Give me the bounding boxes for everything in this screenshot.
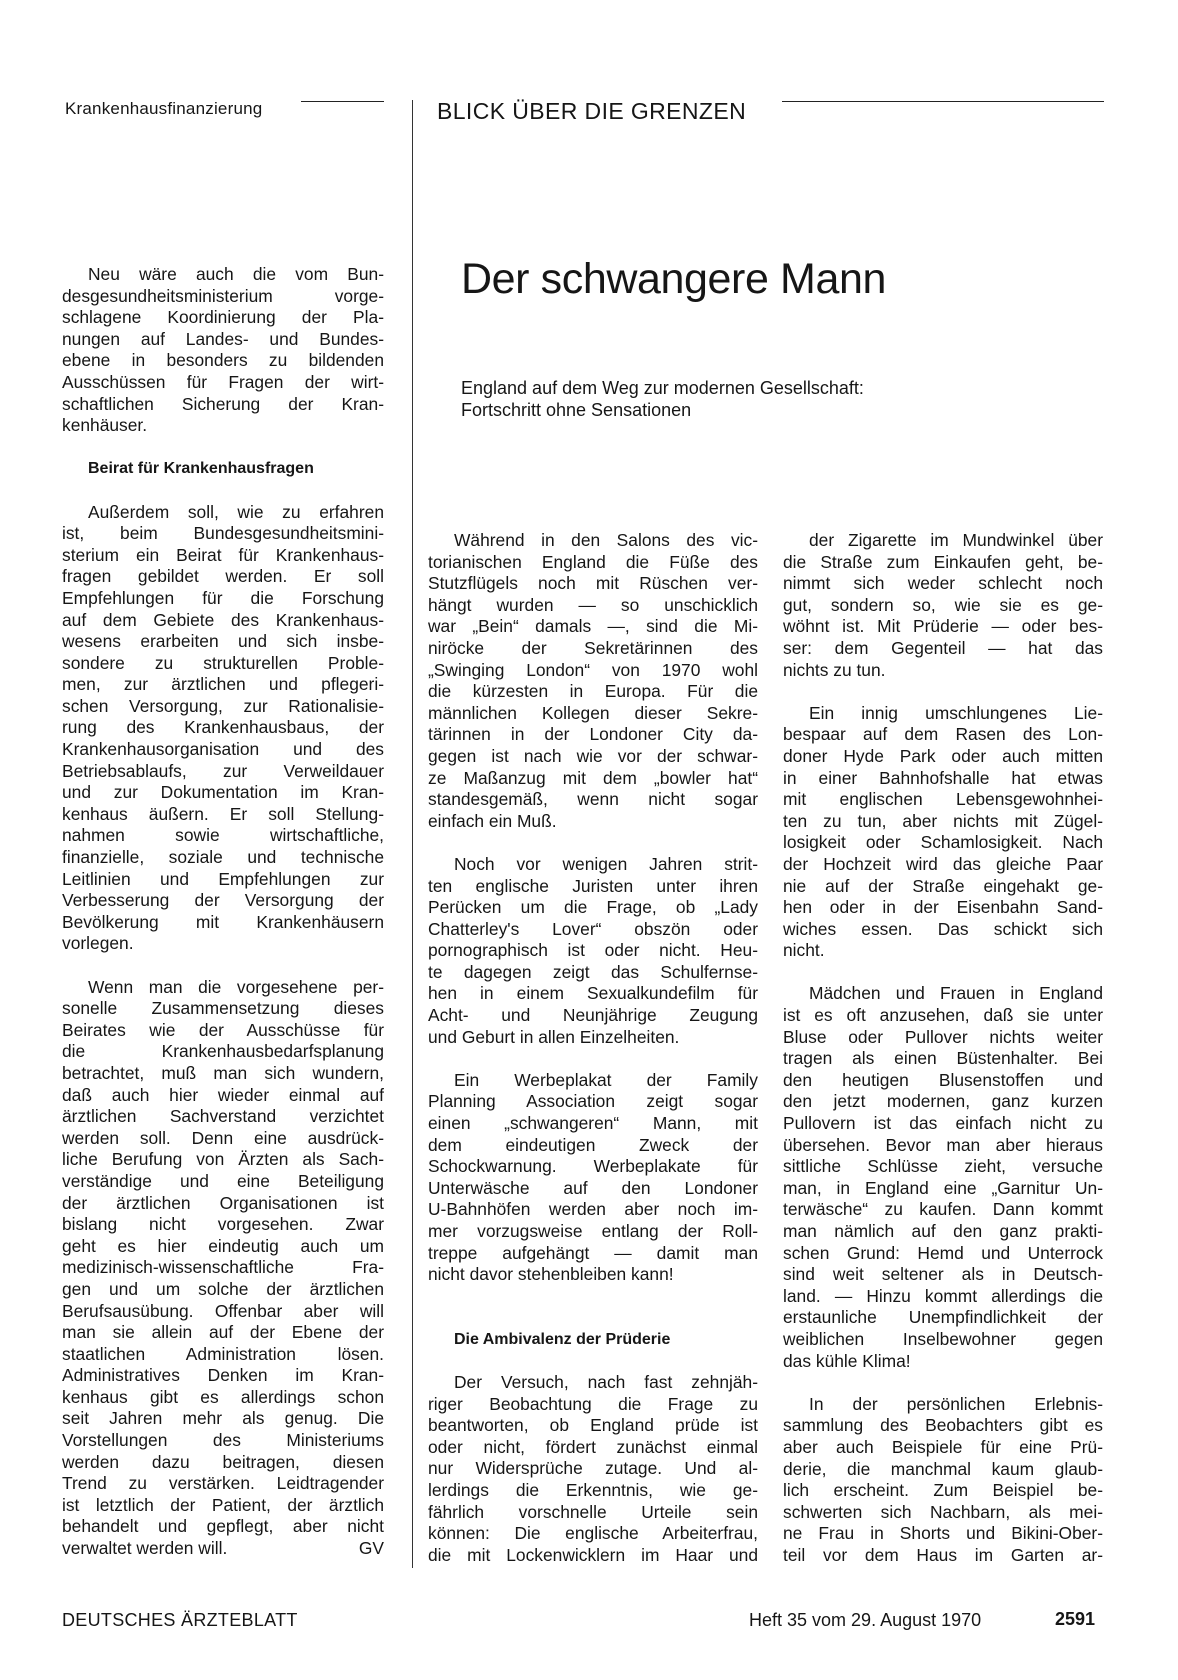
text-line: und Geburt in allen Einzelheiten. (428, 1026, 680, 1047)
text-line: der Hochzeit wird das gleiche Paar (783, 853, 1103, 874)
text-line: nichts zu tun. (783, 659, 886, 680)
text-line: auf dem Gebiete des Krankenhaus- (62, 609, 384, 630)
text-line: kenhaus gibt es allerdings schon (62, 1386, 384, 1407)
text-line: lich erscheint. Zum Beispiel be- (783, 1480, 1103, 1501)
text-line: bislang nicht vorgesehen. Zwar (62, 1214, 384, 1235)
text-line: Schockwarnung. Werbeplakate für (428, 1156, 758, 1177)
text-line: die Krankenhausbedarfsplanung (62, 1041, 384, 1062)
middle-column (428, 530, 758, 1588)
text-line: übersehen. Bevor man aber hieraus (783, 1134, 1103, 1155)
text-line: Administratives Denken im Kran- (62, 1365, 384, 1386)
text-line: Während in den Salons des vic- (454, 530, 758, 550)
text-line: ist letztlich der Patient, der ärztlich (62, 1494, 384, 1515)
paragraph (62, 264, 384, 437)
text-line: desgesundheitsministerium vorge- (62, 285, 384, 306)
text-line: schen Versorgung, zur Rationalisie- (62, 695, 384, 716)
text-line: rung des Krankenhausbaus, der (62, 717, 384, 738)
text-line: werden dazu beitragen, diesen (62, 1451, 384, 1472)
text-line: Noch vor wenigen Jahren strit- (454, 853, 758, 874)
text-line: sondere zu strukturellen Proble- (62, 652, 384, 673)
text-line: hängt wurden — so unschicklich (428, 594, 758, 615)
text-line: schwerten sich Nachbarn, als mei- (783, 1501, 1103, 1522)
footer-issue: Heft 35 vom 29. August 1970 (749, 1610, 982, 1630)
text-line: aber auch Beispiele für eine Prü- (783, 1436, 1103, 1457)
text-line: den jetzt modernen, ganz kurzen (783, 1091, 1103, 1112)
text-line: riger Beobachtung die Frage zu (428, 1393, 758, 1414)
text-line: Berufsausübung. Offenbar aber will (62, 1300, 384, 1321)
text-line: schlagene Koordinierung der Pla- (62, 307, 384, 328)
text-line: hen in einem Sexualkundefilm für (428, 983, 758, 1004)
author-signature: GV (358, 1538, 384, 1559)
paragraph (428, 1070, 758, 1286)
text-line: geht es hier eindeutig auch um (62, 1235, 384, 1256)
text-line: „Swinging London“ von 1970 wohl (428, 659, 758, 680)
text-line: gut, sondern so, wie sie es ge- (783, 594, 1103, 615)
text-line: doner Hyde Park oder auch mitten (783, 745, 1103, 766)
text-line: nimmt sich weder schlecht noch (783, 573, 1103, 594)
text-line: Ein Werbeplakat der Family (454, 1069, 758, 1090)
text-line: den heutigen Blusenstoffen und (783, 1069, 1103, 1090)
text-line: sammlung des Beobachters gibt es (783, 1415, 1103, 1436)
text-line: te dagegen zeigt das Schulfernse- (428, 961, 758, 982)
text-line: Krankenhausorganisation und des (62, 739, 384, 760)
column-divider (412, 100, 413, 1568)
right-column (783, 530, 1103, 1588)
section-rule-right (782, 101, 1104, 102)
text-line: Unterwäsche auf den Londoner (428, 1177, 758, 1198)
text-line: dem eindeutigen Zweck der (428, 1134, 758, 1155)
subtitle-line: Fortschritt ohne Sensationen (461, 400, 692, 420)
text-line: können: Die englische Arbeiterfrau, (428, 1523, 758, 1544)
text-line: einen „schwangeren“ Mann, mit (428, 1113, 758, 1134)
paragraph (783, 530, 1103, 681)
left-column (62, 264, 384, 1581)
paragraph (783, 1394, 1103, 1567)
text-line: die mit Lockenwicklern im Haar und (428, 1544, 758, 1565)
page-number: 2591 (1055, 1609, 1096, 1629)
text-line: medizinisch-wissenschaftliche Fra- (62, 1257, 384, 1278)
text-line: fragen gebildet werden. Er soll (62, 566, 384, 587)
text-line: tragen als einen Büstenhalter. Bei (783, 1048, 1103, 1069)
text-line: losigkeit oder Schamlosigkeit. Nach (783, 832, 1103, 853)
text-line: nicht davor stehenbleiben kann! (428, 1264, 674, 1285)
paragraph (62, 502, 384, 955)
text-line: mit englischen Lebensgewohnhei- (783, 789, 1103, 810)
subtitle-line: England auf dem Weg zur modernen Gesellschaft: (461, 378, 864, 398)
text-line: der ärztlichen Organisationen ist (62, 1192, 384, 1213)
text-line: sittliche Schlüsse zieht, versuche (783, 1156, 1103, 1177)
text-line: Bluse oder Pullover nichts weiter (783, 1026, 1103, 1047)
text-line: hen oder in der Eisenbahn Sand- (783, 897, 1103, 918)
text-line: Der Versuch, nach fast zehnjäh- (454, 1371, 758, 1392)
text-line: gen und um solche der ärztlichen (62, 1278, 384, 1299)
text-line: treppe aufgehängt — damit man (428, 1242, 758, 1263)
text-line: ebene in besonders zu bildenden (62, 350, 384, 371)
text-line: Pullovern ist das einfach nicht zu (783, 1113, 1103, 1134)
section-label-right: BLICK ÜBER DIE GRENZEN (437, 98, 747, 124)
article-title: Der schwangere Mann (461, 255, 887, 303)
paragraph (783, 983, 1103, 1372)
text-line: Trend zu verstärken. Leidtragender (62, 1473, 384, 1494)
text-line: teil vor dem Haus im Garten ar- (783, 1544, 1103, 1565)
text-line: verwaltet werden will. GV (62, 1538, 384, 1559)
paragraph (783, 703, 1103, 962)
text-line: man nämlich auf den ganz prakti- (783, 1221, 1103, 1241)
text-line: sterium ein Beirat für Krankenhaus- (62, 544, 384, 565)
text-line: behandelt und gepflegt, aber nicht (62, 1516, 384, 1537)
text-line: nie auf der Straße eingehakt ge- (783, 875, 1103, 896)
text-line: kenhäuser. (62, 415, 148, 436)
text-line: beantworten, ob England prüde ist (428, 1415, 758, 1436)
text-line: man sie allein auf der Ebene der (62, 1322, 384, 1343)
section-subheading: Beirat für Krankenhausfragen (88, 460, 314, 478)
text-line: der Zigarette im Mundwinkel über (809, 530, 1103, 550)
text-line: staatlichen Administration lösen. (62, 1343, 384, 1364)
text-line: land. — Hinzu kommt allerdings die (783, 1285, 1103, 1306)
text-line: man, in England eine „Garnitur Un- (783, 1177, 1103, 1198)
text-line: Vorstellungen des Ministeriums (62, 1430, 384, 1451)
text-line: und zur Dokumentation im Kran- (62, 782, 384, 803)
text-line: standesgemäß, wenn nicht sogar (428, 789, 758, 810)
section-label-left: Krankenhausfinanzierung (65, 99, 263, 118)
text-line: men, zur ärztlichen und pflegeri- (62, 674, 384, 695)
text-line: Beirates wie der Ausschüsse für (62, 1019, 384, 1040)
text-line: das kühle Klima! (783, 1350, 911, 1371)
text-line: ist, beim Bundesgesundheitsmini- (62, 523, 384, 544)
text-line: In der persönlichen Erlebnis- (809, 1393, 1103, 1414)
text-line: vorlegen. (62, 933, 134, 954)
text-line: pornographisch ist oder nicht. Heu- (428, 940, 758, 961)
text-line: Leitlinien und Empfehlungen zur (62, 868, 384, 889)
text-line: wesens erarbeiten und sich insbe- (62, 631, 384, 652)
text-line: schaftlichen Sicherung der Kran- (62, 393, 384, 414)
text-line: schen Grund: Hemd und Unterrock (783, 1242, 1103, 1263)
text-line: Außerdem soll, wie zu erfahren (88, 501, 384, 522)
text-line: ze Maßanzug mit dem „bowler hat“ (428, 767, 758, 788)
text-line: war „Bein“ damals —, sind die Mi- (428, 616, 758, 637)
text-line: wiches essen. Das schickt sich (783, 918, 1103, 939)
paragraph (428, 530, 758, 832)
text-line: ten englische Juristen unter ihren (428, 875, 758, 896)
text-line: lerdings die Erkenntnis, wie ge- (428, 1479, 758, 1500)
text-line: in einer Bahnhofshalle hat etwas (783, 767, 1103, 788)
footer-journal-name: DEUTSCHES ÄRZTEBLATT (62, 1610, 298, 1630)
text-line: nicht. (783, 940, 825, 961)
text-line: sind weit seltener als in Deutsch- (783, 1264, 1103, 1285)
text-line: Planning Association zeigt sogar (428, 1091, 758, 1112)
text-line: Perücken um die Frage, ob „Lady (428, 897, 758, 918)
text-line: Verbesserung der Versorgung der (62, 890, 384, 911)
text-line: Wenn man die vorgesehene per- (88, 976, 384, 997)
text-line: niröcke der Sekretärinnen des (428, 637, 758, 658)
text-line: erstaunliche Unempfindlichkeit der (783, 1307, 1103, 1328)
text-line: Empfehlungen für die Forschung (62, 587, 384, 608)
text-line: Ausschüssen für Fragen der wirt- (62, 371, 384, 392)
text-line: Betriebsablaufs, zur Verweildauer (62, 760, 384, 781)
text-line: einfach ein Muß. (428, 810, 557, 831)
paragraph (62, 977, 384, 1560)
text-line: oder nicht, fördert zunächst einmal (428, 1436, 758, 1457)
text-line: wöhnt ist. Mit Prüderie — oder bes- (783, 616, 1103, 637)
article-subtitle (461, 377, 981, 421)
text-line: weiblichen Inselbewohner gegen (783, 1328, 1103, 1349)
text-line: U-Bahnhöfen werden aber noch im- (428, 1199, 758, 1220)
text-line: Neu wäre auch die vom Bun- (88, 264, 384, 284)
paragraph (428, 1372, 758, 1566)
text-line: verständige und eine Beteiligung (62, 1170, 384, 1191)
text-line: Bevölkerung mit Krankenhäusern (62, 911, 384, 932)
text-line: Mädchen und Frauen in England (809, 983, 1103, 1004)
text-line: Chatterley's Lover“ obszön oder (428, 918, 758, 939)
text-line: gegen ist nach wie vor der schwar- (428, 745, 758, 766)
text-line: mer vorzugsweise entlang der Roll- (428, 1221, 758, 1241)
text-line: fährlich vorschnelle Urteile sein (428, 1501, 758, 1522)
text-line: nahmen sowie wirtschaftliche, (62, 825, 384, 846)
text-line: Acht- und Neunjährige Zeugung (428, 1005, 758, 1026)
text-line: ist es oft anzusehen, daß sie unter (783, 1005, 1103, 1026)
text-line: tärinnen in der Londoner City da- (428, 724, 758, 745)
text-line: seit Jahren mehr als genug. Die (62, 1408, 384, 1429)
text-line: Ein innig umschlungenes Lie- (809, 702, 1103, 723)
section-rule-left (301, 101, 384, 102)
text-line: betrachtet, muß man sich wundern, (62, 1062, 384, 1083)
text-line: bespaar auf dem Rasen des Lon- (783, 724, 1103, 745)
text-line: männlichen Kollegen dieser Sekre- (428, 702, 758, 723)
text-line: werden soll. Denn eine ausdrück- (62, 1127, 384, 1148)
text-line: daß auch hier wieder einmal auf (62, 1084, 384, 1105)
text-line: torianischen England die Füße des (428, 551, 758, 572)
text-line: ser: dem Gegenteil — hat das (783, 637, 1103, 658)
text-line: ten zu tun, aber nichts mit Zügel- (783, 810, 1103, 831)
text-line: nur Widersprüche zutage. Und al- (428, 1458, 758, 1479)
paragraph (428, 854, 758, 1048)
text-line: ne Frau in Shorts und Bikini-Ober- (783, 1523, 1103, 1544)
text-line: nungen auf Landes- und Bundes- (62, 328, 384, 349)
text-line: die Straße zum Einkaufen geht, be- (783, 551, 1103, 572)
text-line: liche Berufung von Ärzten als Sach- (62, 1149, 384, 1170)
text-line: ärztlichen Sachverstand verzichtet (62, 1106, 384, 1127)
text-line: Stutzflügels noch mit Rüschen ver- (428, 573, 758, 594)
text-line: finanzielle, soziale und technische (62, 847, 384, 868)
text-line: sonelle Zusammensetzung dieses (62, 998, 384, 1019)
text-line: derie, die manchmal kaum glaub- (783, 1458, 1103, 1479)
text-line: kenhaus äußern. Er soll Stellung- (62, 803, 384, 824)
text-line: terwäsche“ zu kaufen. Dann kommt (783, 1199, 1103, 1220)
section-subheading: Die Ambivalenz der Prüderie (454, 1330, 671, 1348)
text-line: die kürzesten in Europa. Für die (428, 681, 758, 702)
